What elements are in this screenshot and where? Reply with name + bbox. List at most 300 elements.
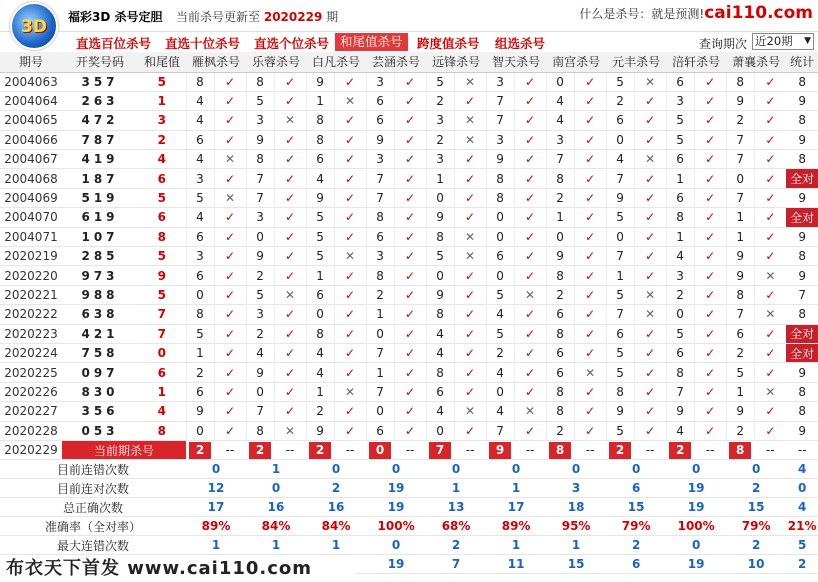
stats-row bbox=[0, 479, 818, 498]
chevron-down-icon: ▼ bbox=[804, 36, 811, 46]
tab-3[interactable]: 和尾值杀号 bbox=[335, 33, 408, 51]
kill-number-cell: 2 bbox=[666, 285, 694, 304]
stats-value: 17 bbox=[486, 498, 546, 517]
row-total-cell: 全对 bbox=[786, 208, 818, 227]
query-period-select[interactable] bbox=[752, 33, 814, 50]
check-icon: ✓ bbox=[754, 91, 786, 110]
check-icon: ✓ bbox=[394, 72, 426, 91]
stats-value: 0 bbox=[246, 479, 306, 498]
current-kill-badge: 2 bbox=[609, 442, 631, 459]
stats-label: 最大连错次数 bbox=[0, 536, 186, 555]
kill-number-cell: 1 bbox=[186, 343, 214, 362]
check-icon: ✓ bbox=[634, 227, 666, 246]
check-icon: ✓ bbox=[514, 247, 546, 266]
check-icon: ✓ bbox=[334, 169, 366, 188]
kill-number-cell: 7 bbox=[486, 421, 514, 440]
kill-number-cell: 4 bbox=[246, 343, 274, 362]
check-icon: ✓ bbox=[514, 72, 546, 91]
check-icon: ✓ bbox=[754, 285, 786, 304]
check-icon: ✓ bbox=[214, 285, 246, 304]
check-icon: ✓ bbox=[274, 91, 306, 110]
check-icon: ✓ bbox=[334, 343, 366, 362]
table-row bbox=[0, 130, 818, 149]
stats-value: 10 bbox=[726, 555, 786, 574]
kill-number-cell: 4 bbox=[666, 421, 694, 440]
column-header: 智天杀号 bbox=[486, 52, 546, 72]
check-icon: ✓ bbox=[454, 421, 486, 440]
kill-number-cell: 6 bbox=[366, 421, 394, 440]
check-icon: ✓ bbox=[274, 208, 306, 227]
current-kill-badge: 0 bbox=[369, 442, 391, 459]
draw-number-cell: 619 bbox=[62, 208, 138, 227]
cross-icon: ✕ bbox=[334, 91, 366, 110]
check-icon: ✓ bbox=[274, 382, 306, 401]
sum-tail-cell: 8 bbox=[138, 227, 186, 246]
check-icon: ✓ bbox=[394, 150, 426, 169]
column-header: 元丰杀号 bbox=[606, 52, 666, 72]
cross-icon: ✕ bbox=[634, 305, 666, 324]
sum-tail-cell: 9 bbox=[138, 266, 186, 285]
check-icon: ✓ bbox=[694, 130, 726, 149]
check-icon: ✓ bbox=[514, 421, 546, 440]
check-icon: ✓ bbox=[694, 363, 726, 382]
draw-number-cell: 519 bbox=[62, 188, 138, 207]
draw-number-cell: 472 bbox=[62, 111, 138, 130]
column-header: 萧襄杀号 bbox=[726, 52, 786, 72]
check-icon: ✓ bbox=[694, 324, 726, 343]
promo-banner bbox=[579, 3, 813, 23]
current-kill-cell bbox=[606, 440, 634, 459]
sum-tail-cell: 5 bbox=[138, 247, 186, 266]
draw-number-cell: 357 bbox=[62, 72, 138, 91]
check-icon: ✓ bbox=[694, 305, 726, 324]
kill-number-cell: 6 bbox=[426, 382, 454, 401]
row-total-cell: 8 bbox=[786, 402, 818, 421]
draw-number-cell: 356 bbox=[62, 402, 138, 421]
sum-tail-cell: 4 bbox=[138, 150, 186, 169]
table-row bbox=[0, 305, 818, 324]
kill-number-cell: 3 bbox=[426, 111, 454, 130]
sum-tail-cell: 6 bbox=[138, 363, 186, 382]
kill-number-cell: 8 bbox=[426, 305, 454, 324]
cross-icon: ✕ bbox=[514, 285, 546, 304]
draw-number-cell: 421 bbox=[62, 324, 138, 343]
check-icon: ✓ bbox=[514, 363, 546, 382]
table-row bbox=[0, 72, 818, 91]
check-icon: ✓ bbox=[274, 305, 306, 324]
check-icon: ✓ bbox=[754, 324, 786, 343]
kill-number-cell: 9 bbox=[186, 402, 214, 421]
placeholder-cell: -- bbox=[694, 440, 726, 459]
check-icon: ✓ bbox=[454, 305, 486, 324]
placeholder-cell: -- bbox=[394, 440, 426, 459]
check-icon: ✓ bbox=[214, 130, 246, 149]
kill-number-cell: 7 bbox=[486, 111, 514, 130]
kill-number-cell: 9 bbox=[306, 72, 334, 91]
row-total-cell: 7 bbox=[786, 285, 818, 304]
kill-number-cell: 1 bbox=[606, 266, 634, 285]
kill-number-cell: 5 bbox=[606, 285, 634, 304]
check-icon: ✓ bbox=[394, 169, 426, 188]
table-row bbox=[0, 343, 818, 362]
kill-number-cell: 0 bbox=[186, 285, 214, 304]
stats-value: 95% bbox=[546, 517, 606, 536]
stats-label: 总正确次数 bbox=[0, 498, 186, 517]
kill-number-cell: 4 bbox=[426, 324, 454, 343]
check-icon: ✓ bbox=[454, 188, 486, 207]
check-icon: ✓ bbox=[214, 91, 246, 110]
placeholder-cell: -- bbox=[754, 440, 786, 459]
check-icon: ✓ bbox=[514, 150, 546, 169]
kill-number-cell: 6 bbox=[546, 305, 574, 324]
current-kill-badge: 9 bbox=[489, 442, 511, 459]
kill-number-cell: 6 bbox=[546, 363, 574, 382]
stats-value: 0 bbox=[546, 460, 606, 479]
check-icon: ✓ bbox=[574, 305, 606, 324]
check-icon: ✓ bbox=[214, 324, 246, 343]
cross-icon: ✕ bbox=[634, 150, 666, 169]
tab-0[interactable]: 直选百位杀号 bbox=[76, 36, 152, 51]
kill-number-cell: 9 bbox=[726, 91, 754, 110]
issue-cell: 2004067 bbox=[0, 150, 62, 169]
cross-icon: ✕ bbox=[454, 111, 486, 130]
stats-total: 4 bbox=[786, 498, 818, 517]
kill-number-cell: 4 bbox=[186, 208, 214, 227]
check-icon: ✓ bbox=[454, 324, 486, 343]
table-row bbox=[0, 208, 818, 227]
kill-number-cell: 1 bbox=[666, 227, 694, 246]
current-kill-badge: 2 bbox=[309, 442, 331, 459]
check-icon: ✓ bbox=[754, 72, 786, 91]
check-icon: ✓ bbox=[394, 421, 426, 440]
stats-value: 0 bbox=[186, 460, 246, 479]
kill-number-cell: 2 bbox=[306, 402, 334, 421]
check-icon: ✓ bbox=[634, 247, 666, 266]
kill-number-cell: 8 bbox=[246, 72, 274, 91]
cross-icon: ✕ bbox=[454, 402, 486, 421]
issue-cell: 2004068 bbox=[0, 169, 62, 188]
cross-icon: ✕ bbox=[754, 305, 786, 324]
stats-value: 15 bbox=[546, 555, 606, 574]
tab-2[interactable]: 直选个位杀号 bbox=[254, 36, 330, 51]
check-icon: ✓ bbox=[514, 227, 546, 246]
stats-value: 16 bbox=[306, 498, 366, 517]
kill-number-cell: 3 bbox=[366, 247, 394, 266]
kill-number-cell: 5 bbox=[246, 285, 274, 304]
check-icon: ✓ bbox=[574, 285, 606, 304]
check-icon: ✓ bbox=[454, 266, 486, 285]
draw-number-cell: 758 bbox=[62, 343, 138, 362]
kill-number-cell: 4 bbox=[666, 247, 694, 266]
check-icon: ✓ bbox=[754, 247, 786, 266]
row-total-cell: 全对 bbox=[786, 324, 818, 343]
kill-number-cell: 3 bbox=[366, 72, 394, 91]
check-icon: ✓ bbox=[694, 227, 726, 246]
cross-icon: ✕ bbox=[634, 72, 666, 91]
stats-total: 0 bbox=[786, 479, 818, 498]
check-icon: ✓ bbox=[334, 402, 366, 421]
check-icon: ✓ bbox=[274, 72, 306, 91]
stats-row bbox=[0, 498, 818, 517]
check-icon: ✓ bbox=[694, 150, 726, 169]
draw-number-cell: 830 bbox=[62, 382, 138, 401]
kill-number-cell: 5 bbox=[606, 421, 634, 440]
stats-total: 4 bbox=[786, 460, 818, 479]
cross-icon: ✕ bbox=[514, 402, 546, 421]
issue-cell: 2020219 bbox=[0, 247, 62, 266]
check-icon: ✓ bbox=[694, 382, 726, 401]
table-row bbox=[0, 227, 818, 246]
row-total-cell: 9 bbox=[786, 227, 818, 246]
sum-tail-cell: 1 bbox=[138, 382, 186, 401]
stats-value: 79% bbox=[726, 517, 786, 536]
check-icon: ✓ bbox=[574, 382, 606, 401]
kill-number-cell: 9 bbox=[546, 247, 574, 266]
kill-number-cell: 5 bbox=[606, 208, 634, 227]
check-icon: ✓ bbox=[574, 402, 606, 421]
check-icon: ✓ bbox=[574, 72, 606, 91]
check-icon: ✓ bbox=[274, 363, 306, 382]
row-total-cell: 全对 bbox=[786, 343, 818, 362]
column-header: 雁枫杀号 bbox=[186, 52, 246, 72]
stats-value: 16 bbox=[246, 498, 306, 517]
update-suffix: 期 bbox=[326, 10, 339, 24]
kill-number-cell: 5 bbox=[606, 72, 634, 91]
kill-number-cell: 8 bbox=[186, 305, 214, 324]
kill-number-cell: 0 bbox=[546, 72, 574, 91]
placeholder-cell: -- bbox=[454, 440, 486, 459]
current-kill-badge: 7 bbox=[429, 442, 451, 459]
kill-number-cell: 0 bbox=[426, 266, 454, 285]
kill-number-cell: 8 bbox=[546, 169, 574, 188]
row-total-cell: 9 bbox=[786, 188, 818, 207]
cross-icon: ✕ bbox=[214, 188, 246, 207]
current-kill-badge: 2 bbox=[669, 442, 691, 459]
check-icon: ✓ bbox=[274, 130, 306, 149]
kill-number-cell: 3 bbox=[186, 247, 214, 266]
kill-number-cell: 3 bbox=[426, 150, 454, 169]
kill-number-cell: 6 bbox=[486, 247, 514, 266]
kill-number-cell: 0 bbox=[186, 421, 214, 440]
check-icon: ✓ bbox=[214, 227, 246, 246]
stats-value: 68% bbox=[426, 517, 486, 536]
column-header: 乐蓉杀号 bbox=[246, 52, 306, 72]
issue-cell: 2020229 bbox=[0, 440, 62, 459]
check-icon: ✓ bbox=[634, 343, 666, 362]
check-icon: ✓ bbox=[514, 305, 546, 324]
kill-number-cell: 8 bbox=[306, 130, 334, 149]
stats-value: 0 bbox=[426, 460, 486, 479]
stats-value: 79% bbox=[606, 517, 666, 536]
query-period-value: 近20期 bbox=[755, 34, 793, 48]
kill-number-cell: 9 bbox=[666, 402, 694, 421]
stats-value: 3 bbox=[546, 479, 606, 498]
check-icon: ✓ bbox=[394, 382, 426, 401]
check-icon: ✓ bbox=[694, 343, 726, 362]
column-header: 涪轩杀号 bbox=[666, 52, 726, 72]
kill-number-cell: 0 bbox=[426, 421, 454, 440]
kill-number-cell: 8 bbox=[486, 169, 514, 188]
issue-cell: 2020222 bbox=[0, 305, 62, 324]
promo-domain-link[interactable]: cai110.com bbox=[704, 3, 813, 23]
kill-number-cell: 9 bbox=[726, 266, 754, 285]
page-title: 福彩3D 杀号定胆 bbox=[68, 10, 163, 24]
kill-number-cell: 3 bbox=[666, 266, 694, 285]
issue-cell: 2020225 bbox=[0, 363, 62, 382]
check-icon: ✓ bbox=[214, 169, 246, 188]
check-icon: ✓ bbox=[754, 363, 786, 382]
kill-number-cell: 1 bbox=[666, 169, 694, 188]
site-logo[interactable] bbox=[10, 2, 58, 50]
kill-number-cell: 9 bbox=[486, 150, 514, 169]
check-icon: ✓ bbox=[574, 208, 606, 227]
kill-number-cell: 5 bbox=[426, 247, 454, 266]
check-icon: ✓ bbox=[334, 72, 366, 91]
issue-cell: 2020220 bbox=[0, 266, 62, 285]
kill-number-cell: 8 bbox=[246, 421, 274, 440]
check-icon: ✓ bbox=[634, 111, 666, 130]
kill-number-cell: 0 bbox=[726, 169, 754, 188]
check-icon: ✓ bbox=[574, 343, 606, 362]
sum-tail-cell: 7 bbox=[138, 324, 186, 343]
check-icon: ✓ bbox=[394, 266, 426, 285]
kill-number-cell: 2 bbox=[726, 343, 754, 362]
check-icon: ✓ bbox=[274, 227, 306, 246]
kill-number-cell: 2 bbox=[246, 324, 274, 343]
check-icon: ✓ bbox=[394, 247, 426, 266]
placeholder-cell: -- bbox=[214, 440, 246, 459]
stats-value: 1 bbox=[486, 479, 546, 498]
check-icon: ✓ bbox=[514, 208, 546, 227]
check-icon: ✓ bbox=[694, 247, 726, 266]
check-icon: ✓ bbox=[634, 91, 666, 110]
kill-number-cell: 4 bbox=[306, 169, 334, 188]
check-icon: ✓ bbox=[754, 402, 786, 421]
kill-number-cell: 4 bbox=[186, 111, 214, 130]
kill-number-cell: 7 bbox=[486, 91, 514, 110]
check-icon: ✓ bbox=[514, 130, 546, 149]
kill-number-cell: 7 bbox=[726, 188, 754, 207]
draw-number-cell: 097 bbox=[62, 363, 138, 382]
sum-tail-cell: 3 bbox=[138, 111, 186, 130]
check-icon: ✓ bbox=[514, 324, 546, 343]
check-icon: ✓ bbox=[754, 421, 786, 440]
kill-number-cell: 2 bbox=[606, 91, 634, 110]
table-row bbox=[0, 421, 818, 440]
stats-value: 0 bbox=[366, 536, 426, 555]
stats-value: 6 bbox=[606, 479, 666, 498]
check-icon: ✓ bbox=[574, 247, 606, 266]
stats-value: 0 bbox=[666, 460, 726, 479]
kill-number-cell: 9 bbox=[306, 421, 334, 440]
kill-number-cell: 7 bbox=[726, 150, 754, 169]
kill-number-cell: 6 bbox=[666, 72, 694, 91]
tab-4[interactable]: 跨度值杀号 bbox=[417, 36, 480, 51]
kill-number-cell: 4 bbox=[186, 91, 214, 110]
kill-number-cell: 9 bbox=[726, 402, 754, 421]
issue-cell: 2020224 bbox=[0, 343, 62, 362]
current-kill-badge: 2 bbox=[249, 442, 271, 459]
kill-number-cell: 0 bbox=[366, 324, 394, 343]
kill-number-cell: 2 bbox=[246, 266, 274, 285]
draw-number-cell: 638 bbox=[62, 305, 138, 324]
issue-cell: 2020223 bbox=[0, 324, 62, 343]
tab-5[interactable]: 组选杀号 bbox=[495, 36, 546, 51]
kill-number-cell: 6 bbox=[726, 324, 754, 343]
check-icon: ✓ bbox=[454, 343, 486, 362]
tab-1[interactable]: 直选十位杀号 bbox=[165, 36, 241, 51]
sum-tail-cell: 5 bbox=[138, 188, 186, 207]
kill-number-cell: 8 bbox=[546, 324, 574, 343]
check-icon: ✓ bbox=[634, 421, 666, 440]
stats-value: 7 bbox=[426, 555, 486, 574]
check-icon: ✓ bbox=[454, 150, 486, 169]
check-icon: ✓ bbox=[334, 363, 366, 382]
kill-number-cell: 4 bbox=[606, 150, 634, 169]
kill-number-cell: 6 bbox=[366, 91, 394, 110]
issue-cell: 2020221 bbox=[0, 285, 62, 304]
table-row bbox=[0, 91, 818, 110]
kill-number-cell: 5 bbox=[486, 324, 514, 343]
kill-number-cell: 2 bbox=[426, 130, 454, 149]
kill-number-cell: 6 bbox=[666, 343, 694, 362]
check-icon: ✓ bbox=[694, 266, 726, 285]
row-total-cell: 9 bbox=[786, 130, 818, 149]
check-icon: ✓ bbox=[334, 208, 366, 227]
stats-value: 1 bbox=[246, 536, 306, 555]
check-icon: ✓ bbox=[754, 188, 786, 207]
cross-icon: ✕ bbox=[454, 72, 486, 91]
check-icon: ✓ bbox=[574, 91, 606, 110]
kill-number-cell: 7 bbox=[726, 305, 754, 324]
kill-number-cell: 7 bbox=[666, 382, 694, 401]
check-icon: ✓ bbox=[514, 343, 546, 362]
kill-number-cell: 4 bbox=[186, 150, 214, 169]
kill-number-cell: 0 bbox=[306, 305, 334, 324]
kill-number-cell: 5 bbox=[246, 91, 274, 110]
kill-number-cell: 4 bbox=[486, 305, 514, 324]
check-icon: ✓ bbox=[214, 363, 246, 382]
stats-value: 1 bbox=[546, 536, 606, 555]
check-icon: ✓ bbox=[634, 266, 666, 285]
draw-number-cell: 187 bbox=[62, 169, 138, 188]
check-icon: ✓ bbox=[634, 188, 666, 207]
stats-value: 0 bbox=[606, 460, 666, 479]
check-icon: ✓ bbox=[214, 421, 246, 440]
check-icon: ✓ bbox=[694, 111, 726, 130]
kill-number-cell: 3 bbox=[486, 72, 514, 91]
check-icon: ✓ bbox=[334, 188, 366, 207]
check-icon: ✓ bbox=[214, 111, 246, 130]
kill-number-cell: 4 bbox=[546, 111, 574, 130]
kill-number-cell: 0 bbox=[546, 227, 574, 246]
stats-total: 5 bbox=[786, 536, 818, 555]
column-header: 远锋杀号 bbox=[426, 52, 486, 72]
column-header: 统计 bbox=[786, 52, 818, 72]
cross-icon: ✕ bbox=[754, 266, 786, 285]
check-icon: ✓ bbox=[394, 305, 426, 324]
kill-number-cell: 6 bbox=[366, 227, 394, 246]
kill-number-cell: 3 bbox=[666, 91, 694, 110]
current-kill-cell bbox=[726, 440, 754, 459]
kill-number-cell: 8 bbox=[486, 188, 514, 207]
stats-value: 6 bbox=[606, 555, 666, 574]
kill-number-cell: 8 bbox=[726, 285, 754, 304]
placeholder-cell: -- bbox=[514, 440, 546, 459]
stats-total: 21% bbox=[786, 517, 818, 536]
cross-icon: ✕ bbox=[274, 421, 306, 440]
column-header: 芸涵杀号 bbox=[366, 52, 426, 72]
